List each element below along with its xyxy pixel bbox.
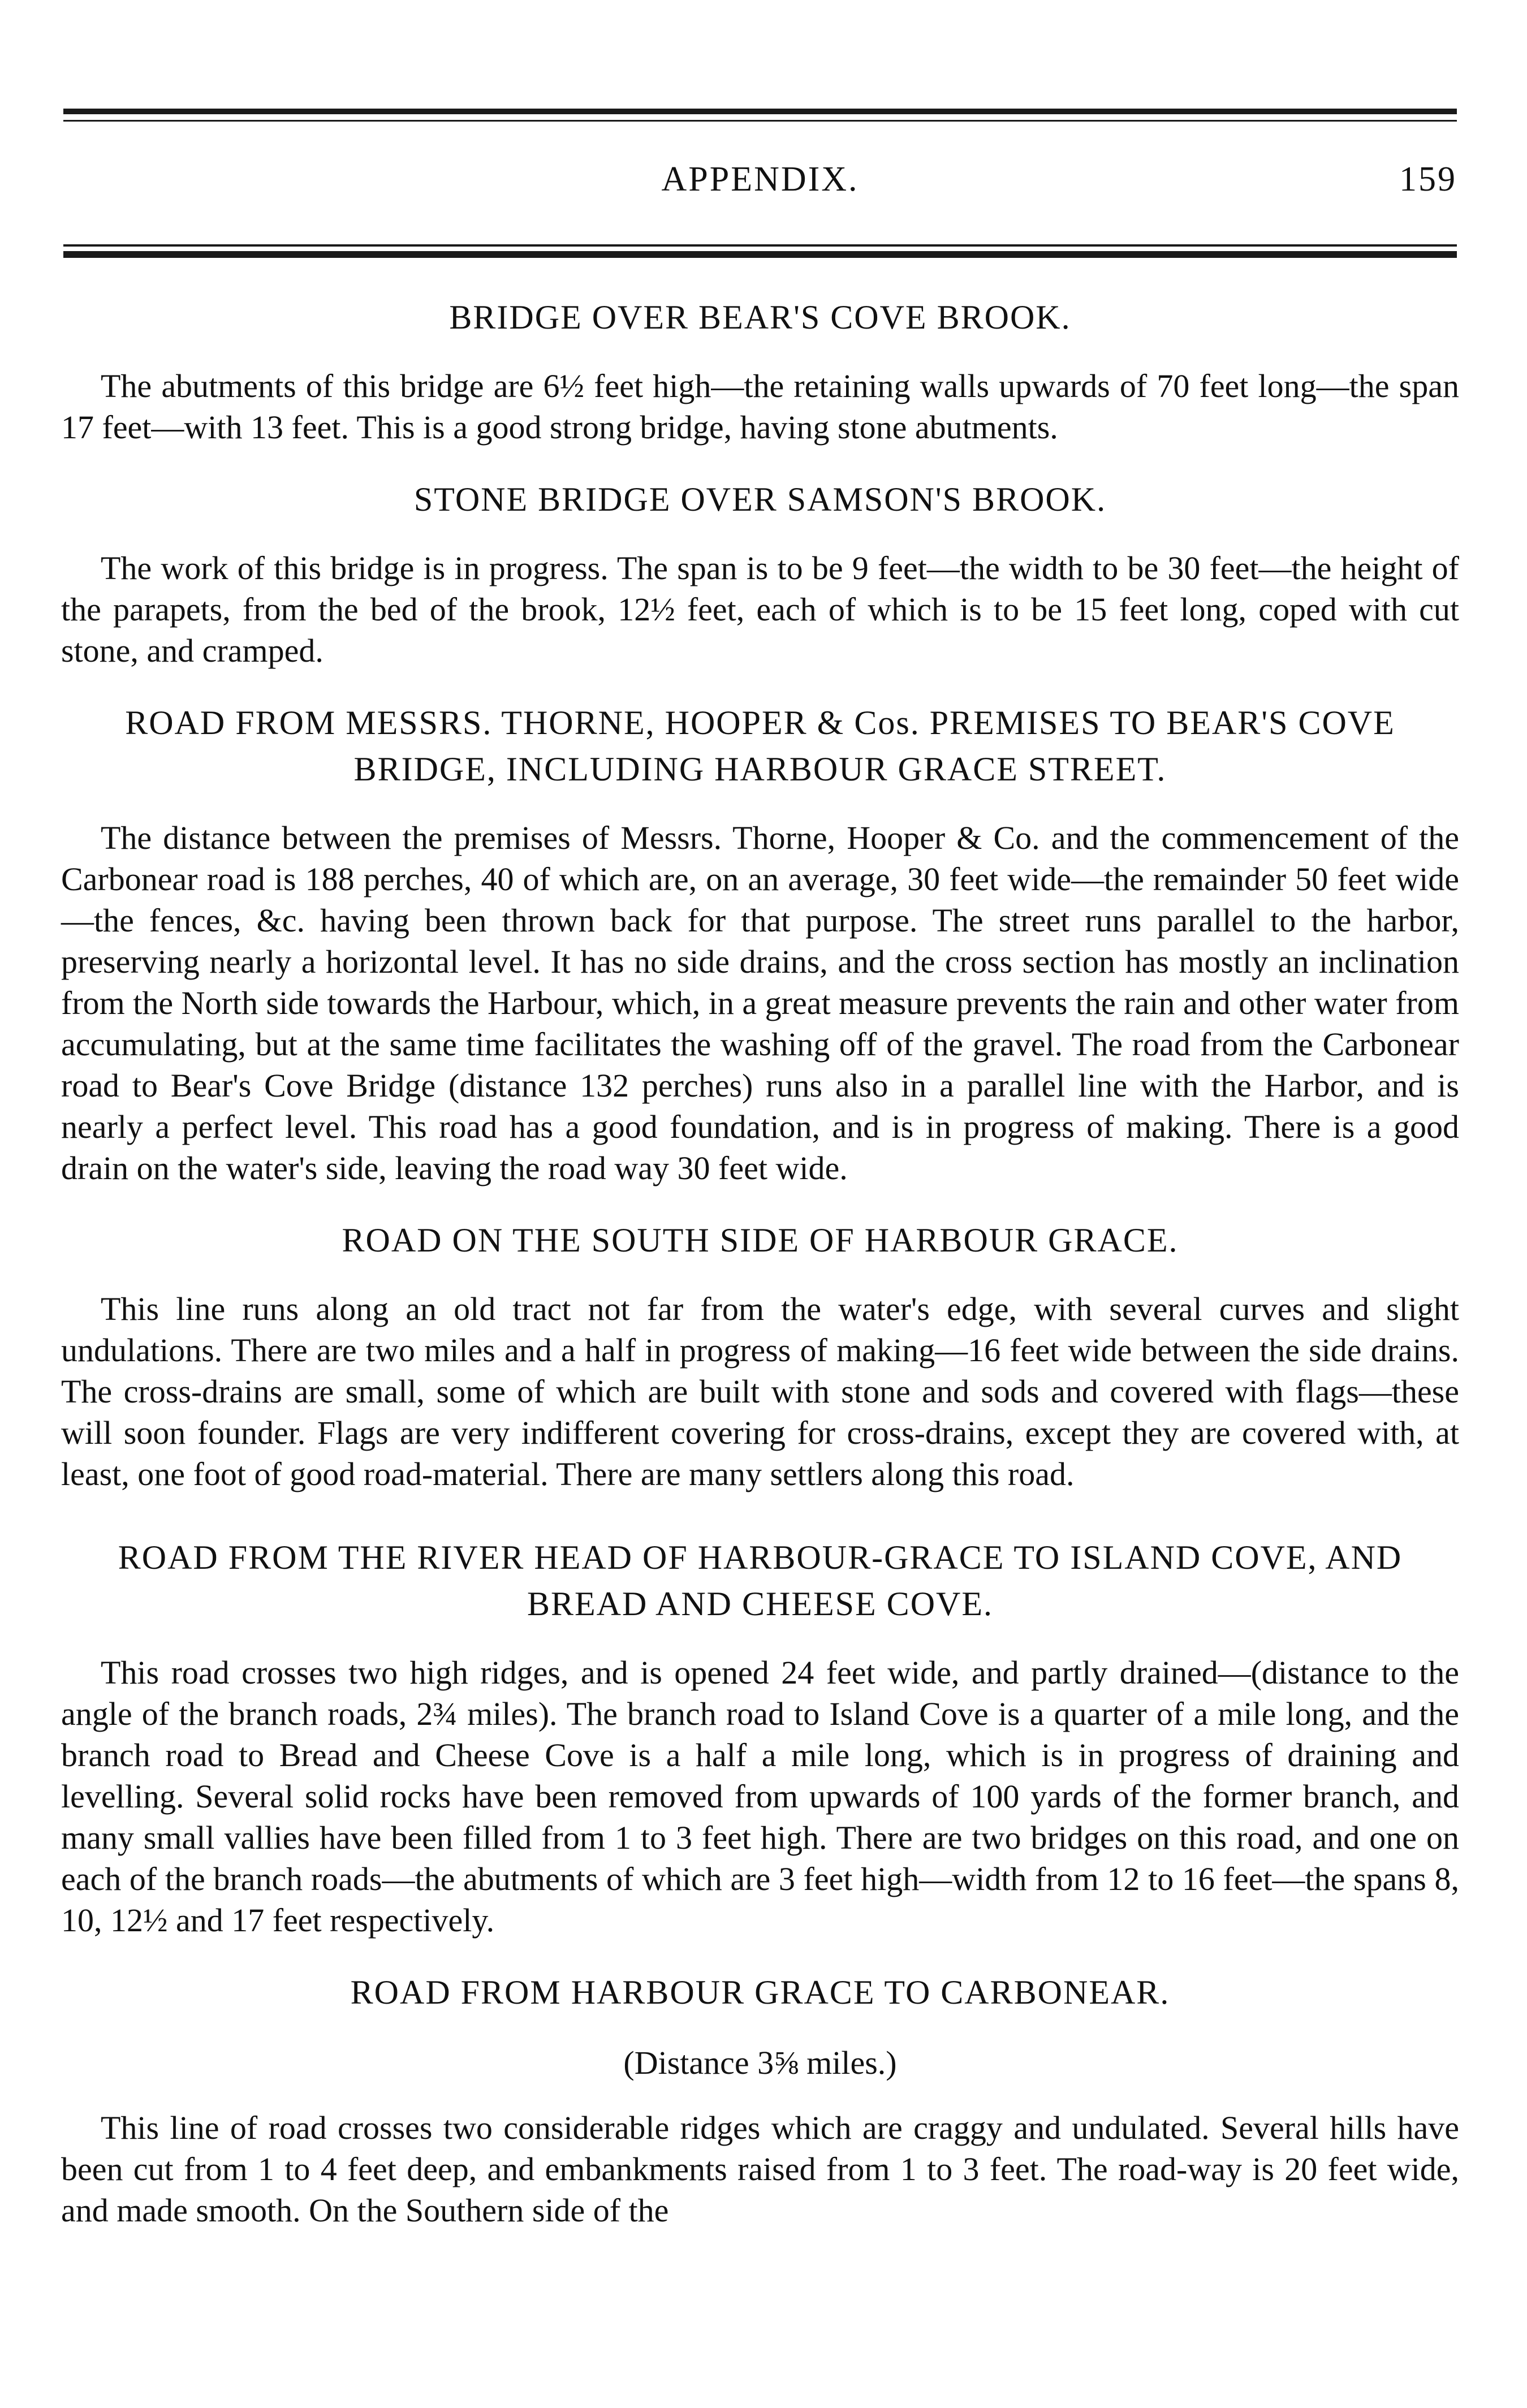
running-title: APPENDIX.	[661, 160, 859, 198]
section-distance-note: (Distance 3⅝ miles.)	[623, 2044, 897, 2081]
section-heading: BRIDGE OVER BEAR'S COVE BROOK.	[449, 299, 1071, 336]
page-number: 159	[1399, 160, 1457, 198]
section-paragraph: This line of road crosses two considerable ridges which are craggy and undulated. Several hills have been cut from 1 to 4 feet deep, and embankments raised from 1 to 3 feet. The road-way is 20 feet wide, and made smooth. On the Southern side of the	[61, 2109, 1459, 2229]
section-heading: STONE BRIDGE OVER SAMSON'S BROOK.	[413, 481, 1107, 518]
section-samsons-brook-bridge	[61, 476, 1459, 671]
section-carbonear-road	[61, 1969, 1459, 2231]
section-paragraph: This road crosses two high ridges, and is opened 24 feet wide, and partly drained—(distance to the angle of the branch roads, 2¾ miles). The branch road to Island Cove is a quarter of a mile long, and the branch road to Bread and Cheese Cove is a half a mile long, which is in progress of draining and levelling. Several solid rocks have been removed from upwards of 100 yards of the former branch, and many small vallies have been filled from 1 to 3 feet high. There are two bridges on this road, and one on each of the branch roads—the abutments of which are 3 feet high—width from 12 to 16 feet—the spans 8, 10, 12½ and 17 feet respectively.	[61, 1654, 1459, 1939]
section-river-head-road	[61, 1534, 1459, 1941]
section-heading: ROAD FROM MESSRS. THORNE, HOOPER & Cos. PREMISES TO BEAR'S COVE BRIDGE, INCLUDING HARBOUR GRACE STREET.	[125, 704, 1395, 788]
section-thorne-hooper-road	[61, 700, 1459, 1189]
header-thin-rule	[63, 244, 1457, 247]
section-paragraph: The distance between the premises of Messrs. Thorne, Hooper & Co. and the commencement of the Carbonear road is 188 perches, 40 of which are, on an average, 30 feet wide—the remainder 50 feet wide—the fences, &c. having been thrown back for that purpose. The street runs parallel to the harbor, preserving nearly a horizontal level. It has no side drains, and the cross section has mostly an inclination from the North side towards the Harbour, which, in a great measure prevents the rain and other water from accumulating, but at the same time facilitates the washing off of the gravel. The road from the Carbonear road to Bear's Cove Bridge (distance 132 perches) runs also in a parallel line with the Harbor, and is nearly a perfect level. This road has a good foundation, and is in progress of making. There is a good drain on the water's side, leaving the road way 30 feet wide.	[61, 819, 1459, 1186]
top-thin-rule	[63, 120, 1457, 122]
section-heading: ROAD FROM THE RIVER HEAD OF HARBOUR-GRACE TO ISLAND COVE, AND BREAD AND CHEESE COVE.	[118, 1539, 1403, 1622]
top-double-rule	[63, 109, 1457, 114]
section-south-side-road	[61, 1217, 1459, 1495]
running-head	[63, 154, 1457, 210]
page-body	[61, 294, 1459, 2259]
section-paragraph: The work of this bridge is in progress. The span is to be 9 feet—the width to be 30 feet—the height of the parapets, from the bed of the brook, 12½ feet, each of which is to be 15 feet long, coped with cut stone, and cramped.	[61, 550, 1459, 669]
section-heading: ROAD FROM HARBOUR GRACE TO CARBONEAR.	[350, 1974, 1170, 2011]
section-bears-cove-bridge	[61, 294, 1459, 448]
section-paragraph: This line runs along an old tract not far from the water's edge, with several curves and slight undulations. There are two miles and a half in progress of making—16 feet wide between the side drains. The cross-drains are small, some of which are built with stone and sods and covered with flags—these will soon founder. Flags are very indifferent covering for cross-drains, except they are covered with, at least, one foot of good road-material. There are many settlers along this road.	[61, 1291, 1459, 1492]
section-heading: ROAD ON THE SOUTH SIDE OF HARBOUR GRACE.	[342, 1222, 1179, 1259]
header-thick-rule	[63, 251, 1457, 258]
section-paragraph: The abutments of this bridge are 6½ feet high—the retaining walls upwards of 70 feet long—the span 17 feet—with 13 feet. This is a good strong bridge, having stone abutments.	[61, 368, 1459, 446]
